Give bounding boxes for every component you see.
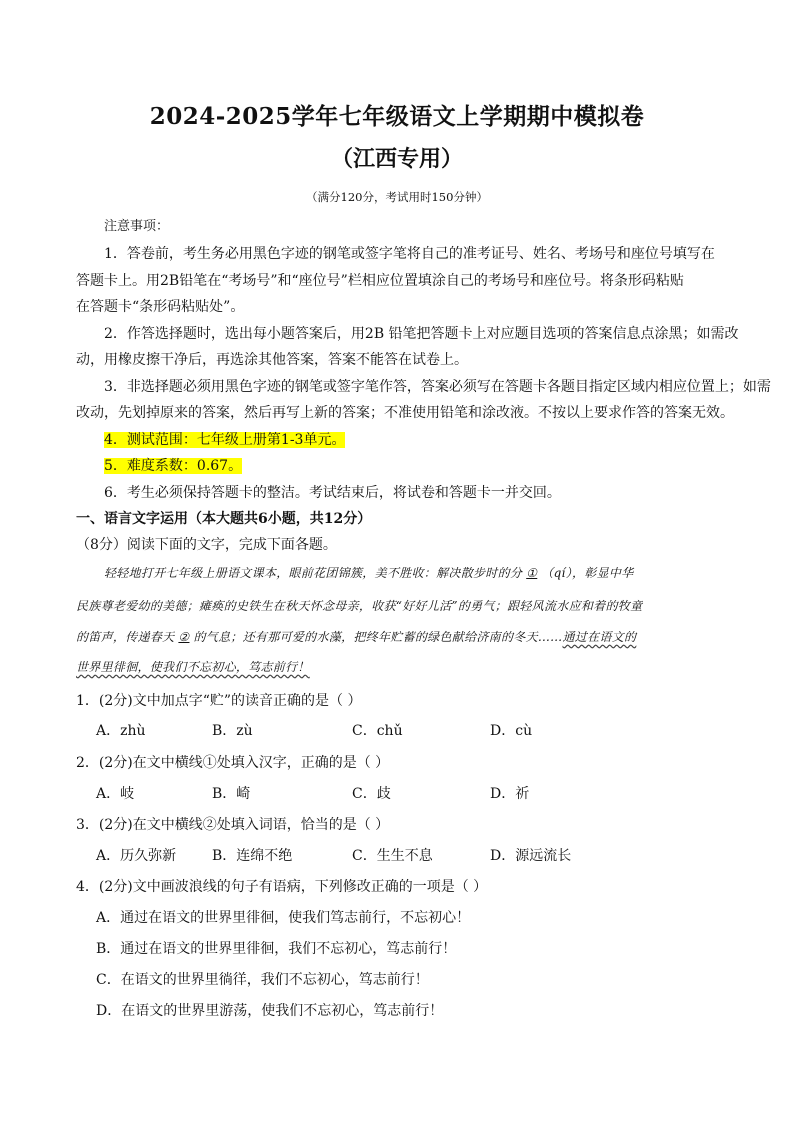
question-2-stem: 2．(2分)在文中横线①处填入汉字，正确的是（ ） bbox=[76, 755, 390, 771]
passage-text: 的气息；还有那可爱的水藻，把终年贮蓄的绿色献给济南的冬天…… bbox=[193, 630, 563, 644]
page-title: 2024-2025学年七年级语文上学期期中模拟卷 bbox=[149, 103, 645, 130]
option-b[interactable]: B．通过在语文的世界里徘徊，我们不忘初心，笃志前行！ bbox=[96, 941, 457, 957]
question-3-stem: 3．(2分)在文中横线②处填入词语，恰当的是（ ） bbox=[76, 817, 390, 833]
option-d[interactable]: D．祈 bbox=[490, 786, 530, 802]
notice-line: 动，用橡皮擦干净后，再选涂其他答案，答案不能答在试卷上。 bbox=[76, 352, 468, 368]
option-d[interactable]: D．在语文的世界里游荡，使我们不忘初心，笃志前行！ bbox=[96, 1003, 444, 1019]
notice-line: 答题卡上。用2B铅笔在“考场号”和“座位号”栏相应位置填涂自己的考场号和座位号。将条形码粘贴 bbox=[76, 273, 684, 289]
score-note: （满分120分，考试用时150分钟） bbox=[306, 190, 488, 204]
highlight-difficulty: 5．难度系数：0.67。 bbox=[104, 458, 243, 474]
reading-intro: （8分）阅读下面的文字，完成下面各题。 bbox=[76, 537, 337, 553]
passage-text: （qí），彰显中华 bbox=[541, 566, 634, 580]
option-c[interactable]: C．chǔ bbox=[352, 723, 403, 739]
section-heading: 一、语言文字运用（本大题共6小题，共12分） bbox=[76, 511, 372, 527]
option-b[interactable]: B．连绵不绝 bbox=[212, 848, 293, 864]
passage-line bbox=[104, 564, 754, 581]
wavy-sentence: 通过在语文的 bbox=[562, 630, 637, 644]
notice-line-highlighted bbox=[104, 429, 754, 449]
notice-line: 3．非选择题必须用黑色字迹的钢笔或签字笔作答，答案必须写在答题卡各题目指定区域内相应位置上；如需 bbox=[104, 379, 771, 395]
option-c[interactable]: C．生生不息 bbox=[352, 848, 433, 864]
notice-line: 2．作答选择题时，选出每小题答案后，用2B 铅笔把答题卡上对应题目选项的答案信息点涂黑；如需改 bbox=[104, 326, 739, 342]
passage-line: 民族尊老爱幼的美德；瘫痪的史铁生在秋天怀念母亲，收获“好好儿活”的勇气；跟轻风流水应和着的牧童 bbox=[76, 599, 643, 613]
option-b[interactable]: B．zù bbox=[212, 723, 253, 739]
notice-line: 1．答卷前，考生务必用黑色字迹的钢笔或签字笔将自己的准考证号、姓名、考场号和座位号填写在 bbox=[104, 246, 715, 262]
page-subtitle: （江西专用） bbox=[330, 146, 463, 172]
option-a[interactable]: A．岐 bbox=[96, 786, 135, 802]
notice-line: 6．考生必须保持答题卡的整洁。考试结束后，将试卷和答题卡一并交回。 bbox=[104, 485, 561, 501]
option-a[interactable]: A．zhù bbox=[96, 723, 146, 739]
option-d[interactable]: D．cù bbox=[490, 723, 533, 739]
option-d[interactable]: D．源远流长 bbox=[490, 848, 572, 864]
passage-text: 的笛声，传递春天 bbox=[76, 630, 175, 644]
option-a[interactable]: A．历久弥新 bbox=[96, 848, 177, 864]
question-4-stem: 4．(2分)文中画波浪线的句子有语病，下列修改正确的一项是（ ） bbox=[76, 879, 488, 895]
option-c[interactable]: C．歧 bbox=[352, 786, 391, 802]
notice-heading: 注意事项： bbox=[104, 219, 170, 234]
option-c[interactable]: C．在语文的世界里徜徉，我们不忘初心，笃志前行！ bbox=[96, 972, 429, 988]
wavy-sentence: 世界里徘徊，使我们不忘初心，笃志前行！ bbox=[76, 660, 310, 674]
passage-text: 轻轻地打开七年级上册语文课本，眼前花团锦簇，美不胜收：解决散步时的分 bbox=[104, 566, 523, 580]
passage-line bbox=[76, 658, 726, 675]
blank-1: ① bbox=[526, 566, 538, 580]
blank-2: ② bbox=[178, 630, 190, 644]
option-a[interactable]: A．通过在语文的世界里徘徊，使我们笃志前行，不忘初心！ bbox=[96, 910, 471, 926]
highlight-range: 4．测试范围：七年级上册第1-3单元。 bbox=[104, 432, 346, 448]
question-1-stem: 1．(2分)文中加点字“贮”的读音正确的是（ ） bbox=[76, 693, 362, 709]
notice-line: 在答题卡“条形码粘贴处”。 bbox=[76, 299, 245, 315]
notice-line-highlighted bbox=[104, 455, 754, 475]
passage-line bbox=[76, 628, 726, 645]
option-b[interactable]: B．崎 bbox=[212, 786, 251, 802]
notice-line: 改动，先划掉原来的答案，然后再写上新的答案；不准使用铅笔和涂改液。不按以上要求作答的答案无效。 bbox=[76, 405, 734, 421]
